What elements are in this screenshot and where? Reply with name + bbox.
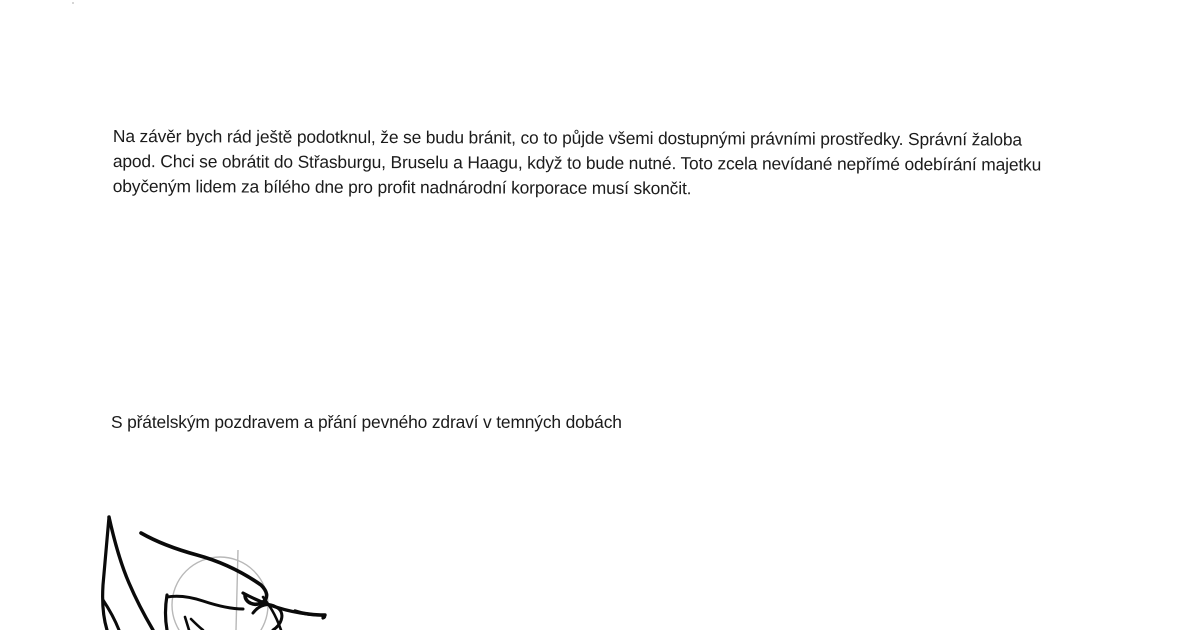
scan-speck [72,2,74,4]
signature-strokes [103,517,325,630]
closing-paragraph [113,124,1153,203]
closing-salutation: S přátelským pozdravem a přání pevného zdraví v temných dobách [111,412,622,432]
paragraph-line: apod. Chci se obrátit do Střasburgu, Bruselu a Haagu, když to bude nutné. Toto zcela nevídané nepřímé odebírání majetku [112,150,1042,175]
paragraph-line: obyčeným lidem za bílého dne pro profit nadnárodní korporace musí skončit. [112,175,692,199]
stamp-line [236,550,238,630]
handwritten-signature [95,505,340,630]
paragraph-line: Na závěr bych rád ještě podotknul, že se budu bránit, co to půjde všemi dostupnými právními prostředky. Správní žaloba [112,125,1022,150]
